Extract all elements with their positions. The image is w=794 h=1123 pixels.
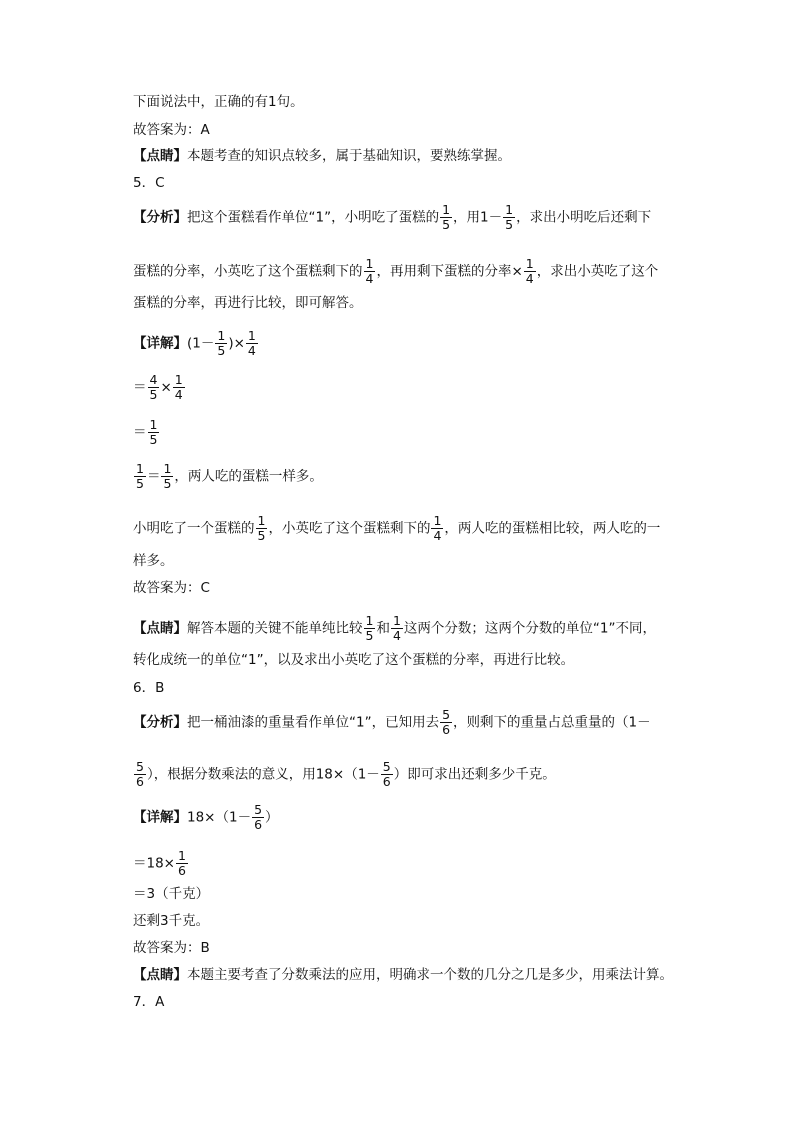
numerator: 5	[136, 759, 144, 774]
denominator: 4	[525, 271, 534, 286]
denominator: 6	[178, 863, 186, 878]
fraction	[381, 760, 393, 789]
analysis-line	[133, 257, 658, 286]
fraction	[173, 373, 185, 402]
denominator: 5	[136, 476, 144, 491]
numerator: 1	[217, 328, 226, 343]
fraction	[176, 849, 188, 878]
fraction	[524, 257, 536, 286]
numerator: 1	[163, 461, 172, 476]
line-text: 蛋糕的分率，小英吃了这个蛋糕剩下的	[133, 263, 363, 280]
line-text: (1－	[187, 335, 215, 352]
tag-label: 【点睛】	[133, 148, 187, 164]
line-text: 本题考查的知识点较多，属于基础知识，要熟练掌握。	[187, 148, 511, 164]
detail-line	[133, 552, 174, 570]
numerator: 1	[257, 513, 266, 528]
numerator: 1	[136, 461, 144, 476]
fraction	[134, 760, 146, 789]
numerator: 5	[442, 707, 451, 722]
note-line	[133, 651, 574, 669]
line-text: ）	[265, 809, 279, 826]
line-text: )×	[228, 335, 245, 352]
line-text: ）即可求出还剩多少千克。	[393, 766, 556, 783]
denominator: 5	[149, 387, 158, 402]
question-number	[133, 679, 164, 697]
fraction	[440, 203, 452, 232]
tag-label: 【分析】	[133, 209, 187, 226]
line-text: 转化成统一的单位“1”，以及求出小英吃了这个蛋糕的分率，再进行比较。	[133, 652, 575, 668]
line-text: ，再用剩下蛋糕的分率×	[376, 263, 523, 280]
detail-line	[133, 373, 186, 402]
detail-line	[133, 329, 259, 358]
fraction	[246, 329, 258, 358]
denominator: 5	[505, 217, 514, 232]
detail-line	[133, 885, 209, 903]
numerator: 1	[433, 513, 442, 528]
line-text: ，用1－	[453, 209, 503, 226]
line-text: ，两人吃的蛋糕一样多。	[174, 468, 323, 485]
line-text: 故答案为：C	[133, 580, 210, 596]
tag-label: 【点睛】	[133, 620, 187, 637]
denominator: 4	[247, 343, 256, 358]
numerator: 1	[505, 202, 514, 217]
denominator: 6	[254, 817, 263, 832]
detail-line	[133, 849, 189, 878]
answer-line	[133, 939, 210, 957]
numerator: 1	[525, 256, 534, 271]
line-text: ，则剩下的重量占总重量的（1－	[453, 714, 651, 731]
detail-line	[133, 462, 323, 491]
note-line	[133, 966, 673, 984]
line-text: 把这个蛋糕看作单位“1”，小明吃了蛋糕的	[187, 209, 440, 226]
numerator: 1	[174, 372, 183, 387]
tag-label: 【分析】	[133, 714, 187, 731]
numerator: 5	[382, 759, 391, 774]
numerator: 1	[178, 848, 186, 863]
line-text: ＝	[133, 424, 147, 441]
numerator: 5	[254, 802, 263, 817]
line-text: 小明吃了一个蛋糕的	[133, 520, 255, 537]
fraction	[431, 514, 443, 543]
line-text: 解答本题的关键不能单纯比较	[187, 620, 363, 637]
line-text: 下面说法中，正确的有1句。	[133, 94, 304, 110]
fraction	[440, 708, 452, 737]
answer-line	[133, 579, 210, 597]
fraction	[364, 614, 376, 643]
text-line	[133, 93, 304, 111]
detail-line	[133, 514, 660, 543]
denominator: 6	[382, 774, 391, 789]
line-text: 和	[376, 620, 390, 637]
line-text: 把一桶油漆的重量看作单位“1”，已知用去	[187, 714, 440, 731]
line-text: 故答案为：B	[133, 940, 210, 956]
fraction	[134, 462, 146, 491]
denominator: 4	[174, 387, 183, 402]
fraction	[215, 329, 227, 358]
line-text: 5．C	[133, 175, 165, 191]
fraction	[391, 614, 403, 643]
denominator: 5	[149, 432, 158, 447]
numerator: 1	[149, 417, 158, 432]
analysis-line	[133, 708, 651, 737]
tag-label: 【详解】	[133, 335, 187, 352]
analysis-line	[133, 203, 651, 232]
line-text: 6．B	[133, 680, 165, 696]
denominator: 4	[392, 628, 401, 643]
analysis-line	[133, 760, 556, 789]
line-text: 蛋糕的分率，再进行比较，即可解答。	[133, 295, 363, 311]
line-text: 故答案为：A	[133, 122, 210, 138]
denominator: 5	[257, 528, 266, 543]
line-text: 7．A	[133, 994, 165, 1010]
numerator: 1	[365, 256, 374, 271]
line-text: ，求出小明吃后还剩下	[516, 209, 652, 226]
detail-line	[133, 418, 160, 447]
numerator: 1	[247, 328, 256, 343]
denominator: 5	[365, 628, 374, 643]
answer-line	[133, 121, 210, 139]
line-text: ，求出小英吃了这个	[536, 263, 659, 280]
line-text: 本题主要考查了分数乘法的应用，明确求一个数的几分之几是多少，用乘法计算。	[187, 967, 673, 983]
numerator: 4	[149, 372, 158, 387]
line-text: ＝18×	[133, 855, 175, 872]
denominator: 5	[217, 343, 226, 358]
detail-line	[133, 912, 209, 930]
line-text: 还剩3千克。	[133, 913, 210, 929]
numerator: 1	[365, 613, 374, 628]
fraction	[161, 462, 173, 491]
denominator: 6	[442, 722, 451, 737]
denominator: 5	[442, 217, 451, 232]
fraction	[256, 514, 268, 543]
denominator: 6	[136, 774, 144, 789]
line-text: 样多。	[133, 553, 174, 569]
line-text: 18×（1－	[187, 809, 252, 826]
analysis-line	[133, 294, 363, 312]
detail-line	[133, 803, 279, 832]
question-number	[133, 993, 164, 1011]
line-text: ＝	[146, 468, 161, 485]
denominator: 4	[433, 528, 442, 543]
tag-label: 【点睛】	[133, 967, 187, 983]
fraction	[148, 373, 160, 402]
denominator: 4	[365, 271, 374, 286]
numerator: 1	[392, 613, 401, 628]
question-number	[133, 174, 165, 192]
line-text: ，小英吃了这个蛋糕剩下的	[268, 520, 431, 537]
denominator: 5	[163, 476, 172, 491]
note-line	[133, 614, 656, 643]
line-text: 这两个分数；这两个分数的单位“1”不同，	[403, 620, 656, 637]
line-text: ，两人吃的蛋糕相比较，两人吃的一	[444, 520, 661, 537]
line-text: ），根据分数乘法的意义，用18×（1－	[146, 766, 380, 783]
note-line	[133, 147, 511, 165]
line-text: ＝3（千克）	[133, 886, 210, 902]
fraction	[252, 803, 264, 832]
line-text: ＝	[133, 379, 147, 396]
line-text: ×	[160, 379, 172, 396]
fraction	[148, 418, 160, 447]
fraction	[503, 203, 515, 232]
numerator: 1	[442, 202, 451, 217]
fraction	[364, 257, 376, 286]
tag-label: 【详解】	[133, 809, 187, 826]
